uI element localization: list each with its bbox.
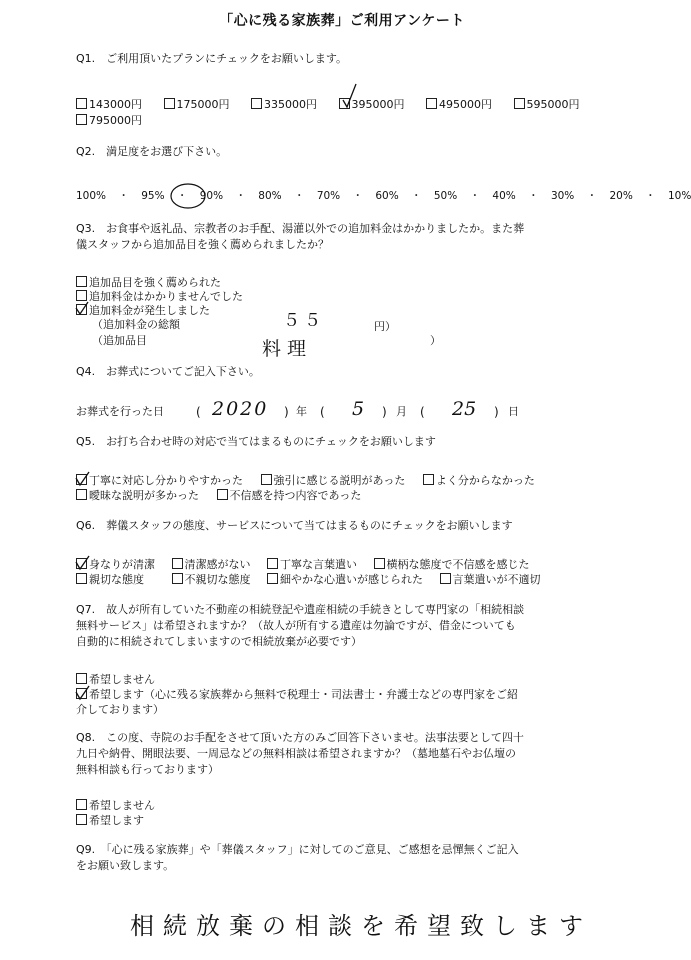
q4-question: Q4. お葬式についてご記入下さい。 (76, 365, 260, 378)
q2-question: Q2. 満足度をお選び下さい。 (76, 145, 228, 158)
q6-options-row1 (76, 558, 530, 572)
q7-question-line2: 無料サービス」は希望されますか？（故人が所有する遺産は勿論ですが、借金についても (76, 619, 516, 632)
scale-30[interactable]: 30% (550, 190, 575, 202)
q3-item-label: （追加品目 (92, 334, 147, 347)
checkbox[interactable] (76, 114, 87, 125)
q6-options-row2 (76, 573, 541, 587)
q1-option-795000[interactable]: 795000円 (76, 114, 142, 127)
checkbox[interactable] (76, 489, 87, 500)
scale-separator: ・ (293, 190, 305, 202)
q7-option-request-cont: 介しております） (76, 703, 164, 716)
q4-day-handwritten[interactable]: 25 (452, 398, 477, 420)
scale-100[interactable]: 100% (76, 190, 107, 202)
q8-option-request[interactable]: 希望します (76, 814, 144, 828)
q3-total-handwritten[interactable]: ５５ (283, 311, 325, 331)
q3-total-unit: 円） (374, 320, 396, 333)
q9-question-line2: をお願い致します。 (76, 859, 175, 872)
scale-separator: ・ (352, 190, 363, 202)
checkbox-checked[interactable] (76, 558, 87, 569)
checkbox[interactable] (217, 489, 228, 500)
q3-item-handwritten[interactable]: 料理 (262, 338, 313, 360)
q6-option-unkind[interactable]: 不親切な態度 (172, 573, 251, 586)
scale-90-selected[interactable]: 90% (199, 190, 224, 202)
q4-day-close: ) (494, 405, 499, 419)
checkbox[interactable] (76, 573, 87, 584)
q3-total-label: （追加料金の総額 (92, 318, 180, 331)
q4-month-unit: 月 (396, 405, 407, 418)
scale-50[interactable]: 50% (433, 190, 458, 202)
q4-year-unit: 年 (296, 405, 307, 418)
checkbox[interactable] (267, 558, 278, 569)
scale-20[interactable]: 20% (609, 190, 633, 202)
q4-year-close: ) (284, 405, 289, 419)
scale-separator: ・ (469, 190, 481, 202)
q5-option-distrust[interactable]: 不信感を持つ内容であった (217, 489, 362, 502)
scale-70[interactable]: 70% (316, 190, 341, 202)
q4-month-close: ) (382, 405, 387, 419)
checkbox[interactable] (261, 474, 272, 485)
q2-satisfaction-scale (76, 189, 691, 203)
q4-day-open: ( (420, 405, 425, 419)
checkbox[interactable] (76, 276, 87, 287)
q8-option-decline[interactable]: 希望しません (76, 799, 155, 813)
checkbox-checked[interactable] (339, 98, 350, 109)
scale-80[interactable]: 80% (258, 190, 282, 202)
q5-options-row1 (76, 474, 535, 488)
checkbox[interactable] (440, 573, 451, 584)
q6-question: Q6. 葬儀スタッフの態度、サービスについて当てはまるものにチェックをお願いします (76, 519, 513, 532)
scale-separator: ・ (176, 190, 188, 202)
q1-option-143000[interactable]: 143000円 (76, 98, 142, 111)
q3-option-no-charge[interactable]: 追加料金はかかりませんでした (76, 290, 243, 304)
checkbox[interactable] (172, 573, 183, 584)
scale-separator: ・ (586, 190, 598, 202)
q1-options-row2 (76, 114, 160, 128)
q6-option-clean[interactable]: 身なりが清潔 (76, 558, 155, 571)
checkbox[interactable] (267, 573, 278, 584)
q1-options-row1 (76, 98, 598, 112)
q3-option-charged[interactable]: 追加料金が発生しました (76, 304, 210, 318)
q7-question-line3: 自動的に相続されてしまいますので相続放棄が必要です） (76, 635, 362, 648)
survey-title: 「心に残る家族葬」ご利用アンケート (219, 13, 465, 29)
q1-option-595000[interactable]: 595000円 (514, 98, 580, 111)
q3-option-recommended[interactable]: 追加品目を強く薦められた (76, 276, 221, 290)
q4-year-open: ( (196, 405, 201, 419)
q3-question-line2: 儀スタッフから追加品目を強く薦められましたか？ (76, 238, 329, 251)
q6-option-improper-speech[interactable]: 言葉遣いが不適切 (440, 573, 541, 586)
checkbox[interactable] (76, 814, 87, 825)
checkbox[interactable] (76, 98, 87, 109)
checkbox[interactable] (76, 673, 87, 684)
q5-option-unclear[interactable]: よく分からなかった (423, 474, 535, 487)
q3-question-line1: Q3. お食事や返礼品、宗教者のお手配、湯灌以外での追加料金はかかりましたか。また葬 (76, 222, 525, 235)
q4-year-handwritten[interactable]: 2020 (212, 398, 269, 420)
checkbox-checked[interactable] (76, 474, 87, 485)
q8-question-line3: 無料相談も行っております） (76, 763, 219, 776)
q8-question-line1: Q8. この度、寺院のお手配をさせて頂いた方のみご回答下さいませ。法事法要として四十 (76, 731, 524, 744)
q7-option-request[interactable]: 希望します（心に残る家族葬から無料で税理士・司法書士・弁護士などの専門家をご紹 (76, 688, 518, 702)
q8-question-line2: 九日や納骨、開眼法要、一周忌などの無料相談は希望されますか？（墓地墓石やお仏壇の (76, 747, 516, 760)
checkbox-checked[interactable] (76, 304, 87, 315)
q5-options-row2 (76, 489, 361, 503)
q6-option-polite-speech[interactable]: 丁寧な言葉遣い (267, 558, 357, 571)
scale-60[interactable]: 60% (375, 190, 399, 202)
checkbox[interactable] (164, 98, 175, 109)
q5-option-ambiguous[interactable]: 曖昧な説明が多かった (76, 489, 199, 502)
checkbox[interactable] (76, 290, 87, 301)
checkbox[interactable] (172, 558, 183, 569)
scale-10[interactable]: 10% (668, 190, 691, 202)
scale-separator: ・ (645, 190, 656, 202)
q9-handwritten-answer[interactable]: 相続放棄の相談を希望致します (130, 912, 592, 940)
checkbox[interactable] (426, 98, 437, 109)
q6-option-not-clean[interactable]: 清潔感がない (172, 558, 251, 571)
checkbox[interactable] (251, 98, 262, 109)
q9-question-line1: Q9. 「心に残る家族葬」や「葬儀スタッフ」に対してのご意見、ご感想を忌憚無くご記入 (76, 843, 519, 856)
q4-day-unit: 日 (508, 405, 519, 418)
q1-option-335000[interactable]: 335000円 (251, 98, 317, 111)
q6-option-arrogant[interactable]: 横柄な態度で不信感を感じた (374, 558, 530, 571)
checkbox[interactable] (76, 799, 87, 810)
q4-date-label: お葬式を行った日 (76, 405, 164, 418)
q4-month-open: ( (320, 405, 325, 419)
q5-option-clear[interactable]: 丁寧に対応し分かりやすかった (76, 474, 243, 487)
q1-option-175000[interactable]: 175000円 (164, 98, 230, 111)
scale-separator: ・ (411, 190, 422, 202)
q1-question: Q1. ご利用頂いたプランにチェックをお願いします。 (76, 52, 347, 65)
q3-item-close: ） (430, 334, 441, 347)
checkbox-checked[interactable] (76, 688, 87, 699)
q6-option-kind[interactable]: 親切な態度 (76, 573, 144, 586)
q7-question-line1: Q7. 故人が所有していた不動産の相続登記や遺産相続の手続きとして専門家の「相続相談 (76, 603, 525, 616)
scale-40[interactable]: 40% (492, 190, 516, 202)
q1-option-395000[interactable]: 395000円 (339, 98, 405, 111)
scale-separator: ・ (235, 190, 246, 202)
q5-option-forceful[interactable]: 強引に感じる説明があった (261, 474, 406, 487)
scale-95[interactable]: 95% (141, 190, 165, 202)
q5-question: Q5. お打ち合わせ時の対応で当てはまるものにチェックをお願いします (76, 435, 436, 448)
checkbox[interactable] (514, 98, 525, 109)
q4-month-handwritten[interactable]: 5 (352, 398, 365, 420)
scale-separator: ・ (528, 190, 539, 202)
scale-separator: ・ (118, 190, 129, 202)
q7-option-decline[interactable]: 希望しません (76, 673, 155, 687)
q1-option-495000[interactable]: 495000円 (426, 98, 492, 111)
checkbox[interactable] (374, 558, 385, 569)
q6-option-attentive[interactable]: 細やかな心遣いが感じられた (267, 573, 423, 586)
checkbox[interactable] (423, 474, 434, 485)
